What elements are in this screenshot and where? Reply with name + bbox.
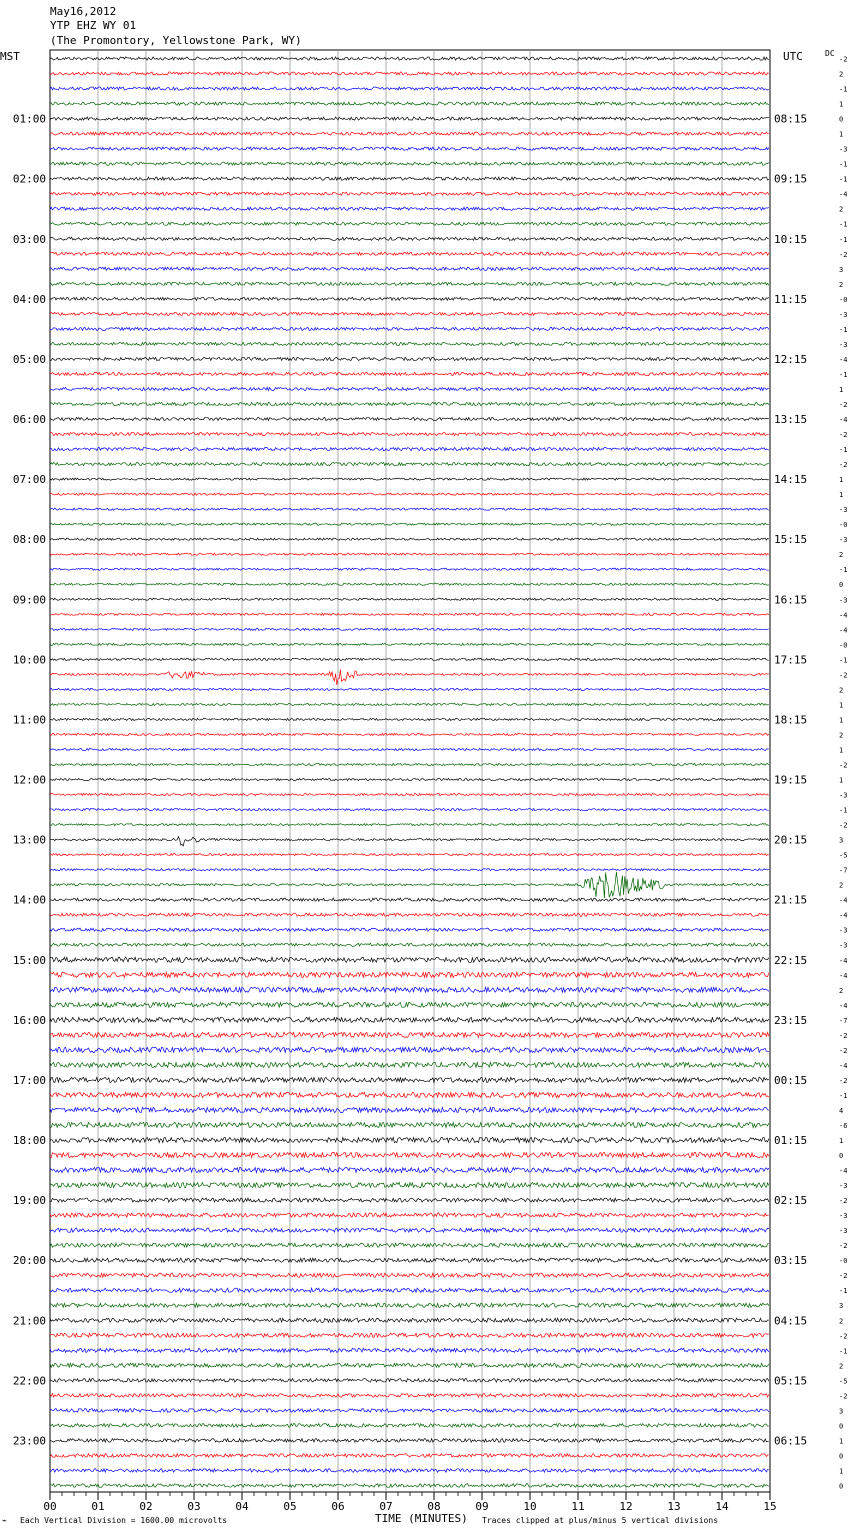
- utc-hour-label: 10:15: [774, 232, 808, 246]
- dc-offset-label: -4: [839, 416, 848, 425]
- seismic-trace-row: [50, 1137, 769, 1142]
- seismic-trace-row: [50, 72, 769, 75]
- dc-offset-label: 1: [839, 100, 844, 109]
- dc-offset-label: 0: [839, 1482, 844, 1491]
- seismic-trace-row: [50, 913, 769, 916]
- seismic-trace-row: [50, 342, 769, 345]
- dc-offset-label: -2: [839, 461, 848, 470]
- x-tick-label: 03: [187, 1500, 201, 1513]
- seismic-trace-row: [50, 688, 769, 690]
- mst-hour-label: 04:00: [12, 292, 46, 306]
- mst-hour-label: 13:00: [12, 833, 46, 847]
- dc-offset-label: -3: [839, 941, 848, 950]
- seismic-trace-row: [50, 1288, 769, 1292]
- dc-offset-label: -2: [839, 250, 848, 259]
- dc-offset-label: -2: [839, 1076, 848, 1085]
- seismic-trace-row: [50, 957, 769, 962]
- x-tick-label: 06: [331, 1500, 345, 1513]
- utc-hour-label: 14:15: [774, 473, 808, 487]
- seismic-trace-row: [50, 1273, 769, 1277]
- dc-offset-label: -4: [839, 1001, 848, 1010]
- seismic-trace-row: [50, 57, 769, 60]
- plot-date: May16,2012: [50, 5, 117, 18]
- x-tick-label: 09: [475, 1500, 489, 1513]
- dc-offset-label: -6: [839, 1121, 848, 1130]
- dc-offset-label: -4: [839, 190, 848, 199]
- mst-hour-label: 14:00: [12, 893, 46, 907]
- dc-offset-label: 2: [839, 1317, 844, 1326]
- mst-hour-label: 10:00: [12, 653, 46, 667]
- seismic-trace-row: [50, 1122, 769, 1127]
- seismic-trace-row: [50, 493, 769, 495]
- mst-hour-label: 23:00: [12, 1434, 46, 1448]
- mst-hour-label: 16:00: [12, 1013, 46, 1027]
- seismic-trace-row: [50, 297, 769, 300]
- mst-hour-label: 20:00: [12, 1254, 46, 1268]
- x-tick-label: 04: [235, 1500, 249, 1513]
- seismic-trace-row: [50, 808, 769, 810]
- seismic-trace-row: [50, 658, 769, 660]
- seismic-trace-row: [50, 1303, 769, 1307]
- dc-offset-label: -2: [839, 1272, 848, 1281]
- utc-hour-label: 15:15: [774, 533, 808, 547]
- seismic-trace-row: [50, 1182, 769, 1187]
- seismic-trace-row: [50, 643, 769, 645]
- mst-hour-label: 22:00: [12, 1374, 46, 1388]
- dc-offset-label: -3: [839, 791, 848, 800]
- seismic-trace-row: [50, 972, 769, 977]
- dc-offset-label: -2: [839, 55, 848, 64]
- seismic-trace-row: [50, 1409, 769, 1413]
- dc-offset-label: 4: [839, 1106, 844, 1115]
- dc-offset-label: -0: [839, 641, 848, 650]
- dc-offset-label: -0: [839, 295, 848, 304]
- dc-offset-label: -4: [839, 956, 848, 965]
- dc-offset-label: 1: [839, 746, 844, 755]
- seismic-trace-row: [50, 192, 769, 195]
- dc-offset-label: 1: [839, 716, 844, 725]
- dc-offset-label: -4: [839, 971, 848, 980]
- dc-offset-label: -3: [839, 145, 848, 154]
- station-code: YTP EHZ WY 01: [50, 19, 137, 32]
- dc-offset-label: -1: [839, 1091, 848, 1100]
- dc-offset-label: -1: [839, 566, 848, 575]
- dc-offset-label: -2: [839, 1392, 848, 1401]
- dc-offset-label: -3: [839, 340, 848, 349]
- dc-offset-label: 1: [839, 476, 844, 485]
- seismic-trace-row: [50, 872, 769, 898]
- seismic-trace-row: [50, 928, 769, 931]
- seismic-trace-row: [50, 357, 769, 360]
- utc-hour-label: 21:15: [774, 893, 808, 907]
- seismic-trace-row: [50, 87, 769, 90]
- seismic-trace-row: [50, 538, 769, 540]
- dc-offset-label: 2: [839, 986, 844, 995]
- dc-offset-label: -0: [839, 1257, 848, 1266]
- dc-offset-label: -4: [839, 911, 848, 920]
- x-tick-label: 00: [43, 1500, 57, 1513]
- seismic-trace-row: [50, 670, 769, 685]
- dc-offset-label: -3: [839, 1212, 848, 1221]
- mst-hour-label: 09:00: [12, 593, 46, 607]
- dc-offset-label: -1: [839, 446, 848, 455]
- utc-hour-label: 04:15: [774, 1314, 808, 1328]
- seismic-traces: [50, 57, 769, 1487]
- dc-offset-label: 3: [839, 1407, 844, 1416]
- seismic-trace-row: [50, 387, 769, 390]
- dc-offset-label: -3: [839, 1227, 848, 1236]
- seismic-trace-row: [50, 1454, 769, 1458]
- seismic-trace-row: [50, 478, 769, 480]
- x-tick-label: 05: [283, 1500, 297, 1513]
- seismic-trace-row: [50, 102, 769, 105]
- dc-offset-label: 2: [839, 551, 844, 560]
- x-tick-label: 08: [427, 1500, 441, 1513]
- seismic-trace-row: [50, 1318, 769, 1322]
- x-tick-label: 07: [379, 1500, 393, 1513]
- scale-mark-icon: ⌁: [2, 1516, 7, 1525]
- dc-offset-label: 2: [839, 280, 844, 289]
- mst-hour-label: 02:00: [12, 172, 46, 186]
- seismic-trace-row: [50, 823, 769, 825]
- utc-hour-label: 06:15: [774, 1434, 808, 1448]
- seismic-trace-row: [50, 1047, 769, 1052]
- mst-hour-label: 08:00: [12, 533, 46, 547]
- dc-offset-label: -0: [839, 521, 848, 530]
- dc-offset-label: 0: [839, 1422, 844, 1431]
- dc-offset-label: -3: [839, 596, 848, 605]
- seismic-trace-row: [50, 793, 769, 795]
- dc-offset-label: 3: [839, 1302, 844, 1311]
- seismic-trace-row: [50, 1002, 769, 1007]
- dc-offset-label: 1: [839, 776, 844, 785]
- seismic-trace-row: [50, 132, 769, 135]
- seismic-trace-row: [50, 1092, 769, 1097]
- seismic-trace-row: [50, 869, 769, 871]
- seismic-trace-row: [50, 1077, 769, 1082]
- seismic-trace-row: [50, 222, 769, 225]
- dc-offset-label: -4: [839, 896, 848, 905]
- x-tick-label: 01: [91, 1500, 105, 1513]
- seismic-trace-row: [50, 987, 769, 992]
- seismic-trace-row: [50, 1152, 769, 1157]
- seismic-trace-row: [50, 1228, 769, 1232]
- seismic-trace-row: [50, 733, 769, 735]
- seismic-trace-row: [50, 417, 769, 420]
- seismic-trace-row: [50, 628, 769, 630]
- dc-offset-label: -2: [839, 1031, 848, 1040]
- mst-hour-label: 18:00: [12, 1134, 46, 1148]
- dc-offset-label: -2: [839, 821, 848, 830]
- seismic-trace-row: [50, 1484, 769, 1488]
- mst-hour-label: 07:00: [12, 473, 46, 487]
- dc-offset-label: -2: [839, 431, 848, 440]
- seismic-trace-row: [50, 568, 769, 570]
- seismic-trace-row: [50, 147, 769, 150]
- x-tick-label: 02: [139, 1500, 153, 1513]
- dc-offset-label: -2: [839, 1332, 848, 1341]
- x-tick-label: 11: [571, 1500, 585, 1513]
- x-tick-label: 12: [619, 1500, 633, 1513]
- seismic-trace-row: [50, 1213, 769, 1217]
- dc-offset-label: 1: [839, 491, 844, 500]
- dc-offset-label: 1: [839, 1467, 844, 1476]
- seismic-trace-row: [50, 703, 769, 705]
- seismic-trace-row: [50, 1379, 769, 1383]
- dc-offset-label: -7: [839, 866, 848, 875]
- dc-offset-label: -1: [839, 175, 848, 184]
- utc-hour-label: 09:15: [774, 172, 808, 186]
- dc-offset-label: -3: [839, 536, 848, 545]
- dc-offset-label: 3: [839, 265, 844, 274]
- utc-hour-label: 18:15: [774, 713, 808, 727]
- seismic-trace-row: [50, 327, 769, 330]
- utc-hour-label: 16:15: [774, 593, 808, 607]
- x-tick-label: 10: [523, 1500, 537, 1513]
- seismic-trace-row: [50, 1424, 769, 1428]
- dc-offset-label: -2: [839, 1242, 848, 1251]
- seismic-trace-row: [50, 1243, 769, 1247]
- mst-hour-label: 15:00: [12, 953, 46, 967]
- seismic-trace-row: [50, 943, 769, 946]
- seismic-trace-row: [50, 837, 769, 846]
- utc-hour-label: 12:15: [774, 352, 808, 366]
- seismic-trace-row: [50, 583, 769, 585]
- seismic-trace-row: [50, 1469, 769, 1473]
- x-axis-title: TIME (MINUTES): [375, 1512, 468, 1525]
- seismic-trace-row: [50, 1062, 769, 1067]
- seismic-trace-row: [50, 312, 769, 315]
- mst-hour-label: 11:00: [12, 713, 46, 727]
- mst-hour-label: 01:00: [12, 112, 46, 126]
- x-tick-label: 14: [715, 1500, 729, 1513]
- dc-offset-label: -2: [839, 1197, 848, 1206]
- dc-offset-label: 2: [839, 205, 844, 214]
- utc-hour-label: 23:15: [774, 1013, 808, 1027]
- dc-offset-label: -4: [839, 626, 848, 635]
- seismic-trace-row: [50, 553, 769, 555]
- dc-offset-label: -1: [839, 370, 848, 379]
- dc-offset-label: 0: [839, 1452, 844, 1461]
- dc-offset-label: -2: [839, 671, 848, 680]
- utc-hour-label: 01:15: [774, 1134, 808, 1148]
- seismic-trace-row: [50, 1167, 769, 1172]
- scale-note: Each Vertical Division = 1600.00 microvolts: [20, 1516, 228, 1525]
- utc-hour-label: 17:15: [774, 653, 808, 667]
- seismic-trace-row: [50, 898, 769, 901]
- dc-offset-label: 2: [839, 881, 844, 890]
- seismic-trace-row: [50, 252, 769, 255]
- utc-hour-label: 03:15: [774, 1254, 808, 1268]
- station-location: (The Promontory, Yellowstone Park, WY): [50, 34, 302, 47]
- seismic-trace-row: [50, 613, 769, 615]
- mst-hour-label: 06:00: [12, 413, 46, 427]
- utc-hour-label: 19:15: [774, 773, 808, 787]
- dc-offset-label: 0: [839, 1152, 844, 1161]
- dc-offset-label: -5: [839, 1377, 848, 1386]
- dc-offset-label: 1: [839, 385, 844, 394]
- seismic-trace-row: [50, 402, 769, 405]
- seismic-trace-row: [50, 207, 769, 210]
- dc-label: DC: [825, 49, 835, 58]
- utc-hour-label: 00:15: [774, 1073, 808, 1087]
- seismic-trace-row: [50, 598, 769, 600]
- dc-offset-label: -2: [839, 761, 848, 770]
- mst-hour-label: 19:00: [12, 1194, 46, 1208]
- seismic-trace-row: [50, 1107, 769, 1112]
- dc-offset-label: -3: [839, 926, 848, 935]
- x-tick-label: 13: [667, 1500, 681, 1513]
- dc-offset-label: -5: [839, 851, 848, 860]
- dc-offset-label: -4: [839, 1061, 848, 1070]
- dc-offset-label: 1: [839, 130, 844, 139]
- seismic-trace-row: [50, 1348, 769, 1352]
- seismic-trace-row: [50, 1258, 769, 1262]
- seismic-trace-row: [50, 748, 769, 750]
- dc-offset-label: 2: [839, 731, 844, 740]
- seismic-trace-row: [50, 1017, 769, 1022]
- utc-hour-label: 02:15: [774, 1194, 808, 1208]
- dc-offset-label: -3: [839, 1182, 848, 1191]
- dc-offset-label: -1: [839, 85, 848, 94]
- dc-offset-label: -4: [839, 355, 848, 364]
- seismic-trace-row: [50, 432, 769, 435]
- dc-offset-label: -4: [839, 1167, 848, 1176]
- x-tick-label: 15: [763, 1500, 777, 1513]
- seismic-trace-row: [50, 854, 769, 856]
- seismic-trace-row: [50, 1333, 769, 1337]
- seismic-trace-row: [50, 117, 769, 120]
- mst-hour-label: 05:00: [12, 352, 46, 366]
- dc-offset-label: -1: [839, 160, 848, 169]
- seismic-trace-row: [50, 447, 769, 450]
- dc-offset-label: 0: [839, 115, 844, 124]
- seismic-trace-row: [50, 508, 769, 510]
- dc-offset-label: 1: [839, 701, 844, 710]
- utc-hour-label: 11:15: [774, 292, 808, 306]
- utc-hour-label: 08:15: [774, 112, 808, 126]
- seismic-trace-row: [50, 462, 769, 465]
- utc-zone-label: UTC: [783, 50, 803, 63]
- dc-offset-label: -1: [839, 656, 848, 665]
- seismic-trace-row: [50, 778, 769, 780]
- dc-offset-label: -3: [839, 310, 848, 319]
- dc-offset-label: -2: [839, 1046, 848, 1055]
- clip-note: Traces clipped at plus/minus 5 vertical divisions: [482, 1516, 719, 1525]
- dc-offset-label: -1: [839, 806, 848, 815]
- seismic-trace-row: [50, 1394, 769, 1398]
- utc-hour-label: 13:15: [774, 413, 808, 427]
- utc-hour-label: 05:15: [774, 1374, 808, 1388]
- mst-hour-label: 17:00: [12, 1073, 46, 1087]
- dc-offset-label: 2: [839, 1362, 844, 1371]
- dc-offset-label: -1: [839, 1287, 848, 1296]
- dc-offset-label: -4: [839, 611, 848, 620]
- dc-offset-label: 1: [839, 1137, 844, 1146]
- seismic-trace-row: [50, 1363, 769, 1367]
- dc-offset-label: 2: [839, 70, 844, 79]
- seismic-trace-row: [50, 282, 769, 285]
- seismic-trace-row: [50, 1032, 769, 1037]
- utc-hour-label: 20:15: [774, 833, 808, 847]
- mst-hour-label: 12:00: [12, 773, 46, 787]
- dc-offset-label: -2: [839, 400, 848, 409]
- seismic-trace-row: [50, 267, 769, 270]
- seismic-trace-row: [50, 1198, 769, 1202]
- dc-offset-label: 2: [839, 686, 844, 695]
- dc-offset-label: -1: [839, 220, 848, 229]
- seismic-trace-row: [50, 162, 769, 165]
- mst-zone-label: MST: [0, 50, 20, 63]
- dc-offset-label: -1: [839, 325, 848, 334]
- seismic-trace-row: [50, 718, 769, 720]
- mst-hour-label: 21:00: [12, 1314, 46, 1328]
- seismic-trace-row: [50, 523, 769, 525]
- seismic-trace-row: [50, 237, 769, 240]
- seismic-trace-row: [50, 1439, 769, 1443]
- utc-hour-label: 22:15: [774, 953, 808, 967]
- dc-offset-label: 3: [839, 836, 844, 845]
- seismic-trace-row: [50, 177, 769, 180]
- dc-offset-label: -1: [839, 1347, 848, 1356]
- seismic-trace-row: [50, 763, 769, 765]
- dc-offset-label: 1: [839, 1437, 844, 1446]
- dc-offset-label: -7: [839, 1016, 848, 1025]
- seismic-trace-row: [50, 372, 769, 375]
- dc-offset-label: 0: [839, 581, 844, 590]
- mst-hour-label: 03:00: [12, 232, 46, 246]
- dc-offset-label: -1: [839, 235, 848, 244]
- dc-offset-label: -3: [839, 506, 848, 515]
